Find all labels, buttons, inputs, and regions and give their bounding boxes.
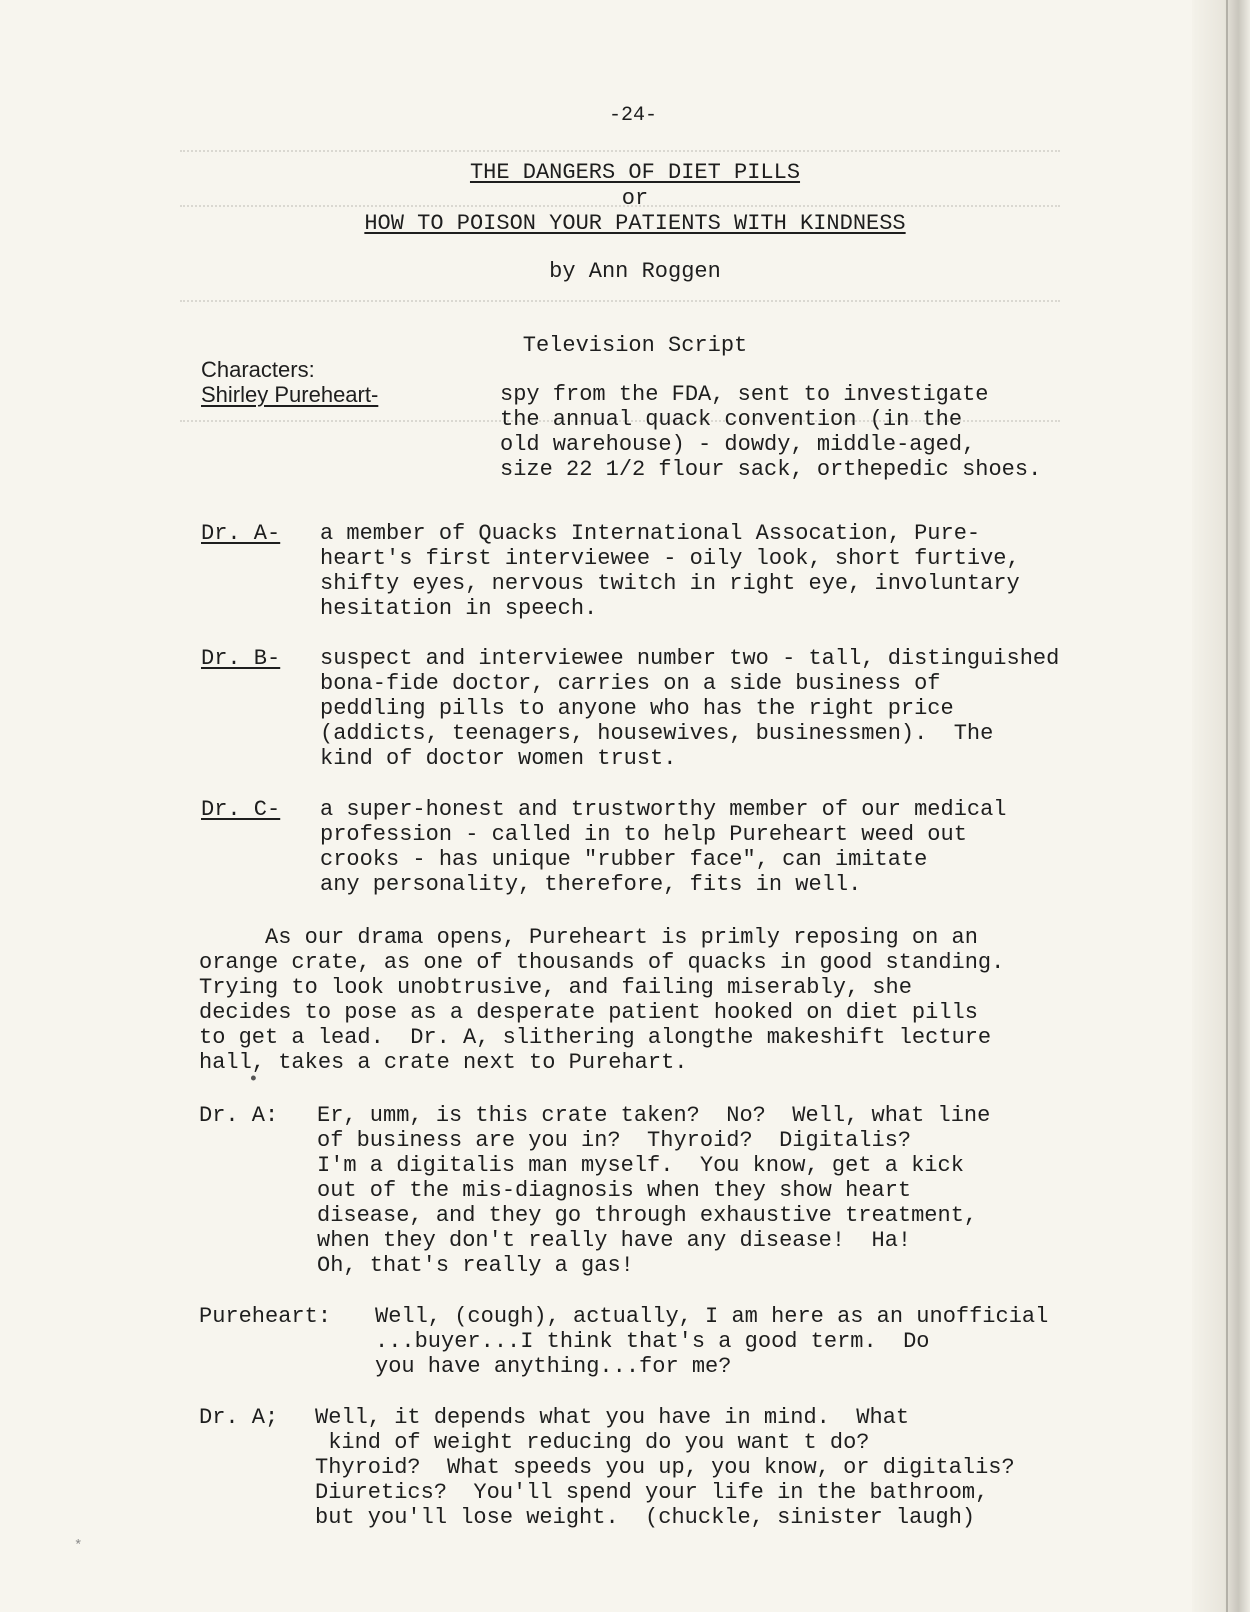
title-connector: or <box>621 186 649 211</box>
dialogue-line: kind of weight reducing do you want t do? <box>315 1430 870 1455</box>
dr-b-desc-line: peddling pills to anyone who has the right price <box>320 696 954 721</box>
dr-b-desc-line: suspect and interviewee number two - tall, distinguished <box>320 646 1060 671</box>
page-edge-shadow <box>1192 0 1250 1612</box>
dialogue-line: Thyroid? What speeds you up, you know, or digitalis? <box>315 1455 1015 1480</box>
script-genre: Television Script <box>522 333 748 358</box>
character-name-pureheart: Shirley Pureheart- <box>201 382 379 407</box>
dr-a-desc-line: shifty eyes, nervous twitch in right eye, involuntary <box>320 571 1020 596</box>
dialogue-line: Well, it depends what you have in mind. What <box>315 1405 910 1430</box>
dr-b-desc-line: (addicts, teenagers, housewives, businessmen). The <box>320 721 994 746</box>
characters-heading: Characters: <box>201 357 315 382</box>
pureheart-desc-line: old warehouse) - dowdy, middle-aged, <box>500 432 976 457</box>
pureheart-desc-line: size 22 1/2 flour sack, orthepedic shoes. <box>500 457 1042 482</box>
dialogue-line: when they don't really have any disease! Ha! <box>317 1228 912 1253</box>
title-line-2-text: HOW TO POISON YOUR PATIENTS WITH KINDNESS <box>364 211 906 236</box>
title-line-2 <box>10 211 1250 236</box>
character-label-dr-b: Dr. B- <box>201 646 281 671</box>
bleed-through-texture <box>180 300 1060 316</box>
dialogue-line: out of the mis-diagnosis when they show heart <box>317 1178 912 1203</box>
character-label-dr-a: Dr. A- <box>201 521 281 546</box>
ink-dot-mark: • <box>248 1070 259 1090</box>
dr-c-desc-line: any personality, therefore, fits in well. <box>320 872 862 897</box>
dialogue-line: ...buyer...I think that's a good term. Do <box>375 1329 930 1354</box>
title-line-1 <box>10 160 1250 185</box>
dialogue-line: but you'll lose weight. (chuckle, sinister laugh) <box>315 1505 976 1530</box>
dr-c-desc-line: crooks - has unique "rubber face", can imitate <box>320 847 928 872</box>
dialogue-line: I'm a digitalis man myself. You know, get a kick <box>317 1153 964 1178</box>
speaker-pureheart: Pureheart: <box>199 1304 332 1329</box>
title-line-1-text: THE DANGERS OF DIET PILLS <box>469 160 801 185</box>
narration-line: orange crate, as one of thousands of quacks in good standing. <box>199 950 1005 975</box>
dialogue-line: Well, (cough), actually, I am here as an unofficial <box>375 1304 1049 1329</box>
page-number: -24- <box>608 104 657 127</box>
pureheart-desc-line: spy from the FDA, sent to investigate <box>500 382 989 407</box>
narration-line: hall, takes a crate next to Purehart. <box>199 1050 688 1075</box>
dialogue-line: Oh, that's really a gas! <box>317 1253 634 1278</box>
dr-a-desc-line: hesitation in speech. <box>320 596 598 621</box>
paper-speck: * <box>74 1538 83 1554</box>
dr-c-desc-line: a super-honest and trustworthy member of our medical <box>320 797 1007 822</box>
speaker-dr-a: Dr. A: <box>199 1103 279 1128</box>
speaker-dr-a: Dr. A; <box>199 1405 279 1430</box>
narration-line: Trying to look unobtrusive, and failing miserably, she <box>199 975 912 1000</box>
dialogue-line: of business are you in? Thyroid? Digitalis? <box>317 1128 912 1153</box>
dialogue-line: Er, umm, is this crate taken? No? Well, what line <box>317 1103 991 1128</box>
byline: by Ann Roggen <box>549 259 721 284</box>
dr-a-desc-line: heart's first interviewee - oily look, short furtive, <box>320 546 1020 571</box>
narration-line: decides to pose as a desperate patient hooked on diet pills <box>199 1000 978 1025</box>
page-edge-line <box>1226 0 1228 1612</box>
dr-b-desc-line: bona-fide doctor, carries on a side business of <box>320 671 941 696</box>
character-label-dr-c: Dr. C- <box>201 797 281 822</box>
narration-line: As our drama opens, Pureheart is primly reposing on an <box>199 925 978 950</box>
pureheart-desc-line: the annual quack convention (in the <box>500 407 963 432</box>
dr-c-desc-line: profession - called in to help Pureheart weed out <box>320 822 967 847</box>
narration-line: to get a lead. Dr. A, slithering alongthe makeshift lecture <box>199 1025 992 1050</box>
dialogue-line: Diuretics? You'll spend your life in the bathroom, <box>315 1480 989 1505</box>
dr-b-desc-line: kind of doctor women trust. <box>320 746 677 771</box>
dialogue-line: you have anything...for me? <box>375 1354 732 1379</box>
dialogue-line: disease, and they go through exhaustive treatment, <box>317 1203 978 1228</box>
dr-a-desc-line: a member of Quacks International Assocation, Pure- <box>320 521 981 546</box>
